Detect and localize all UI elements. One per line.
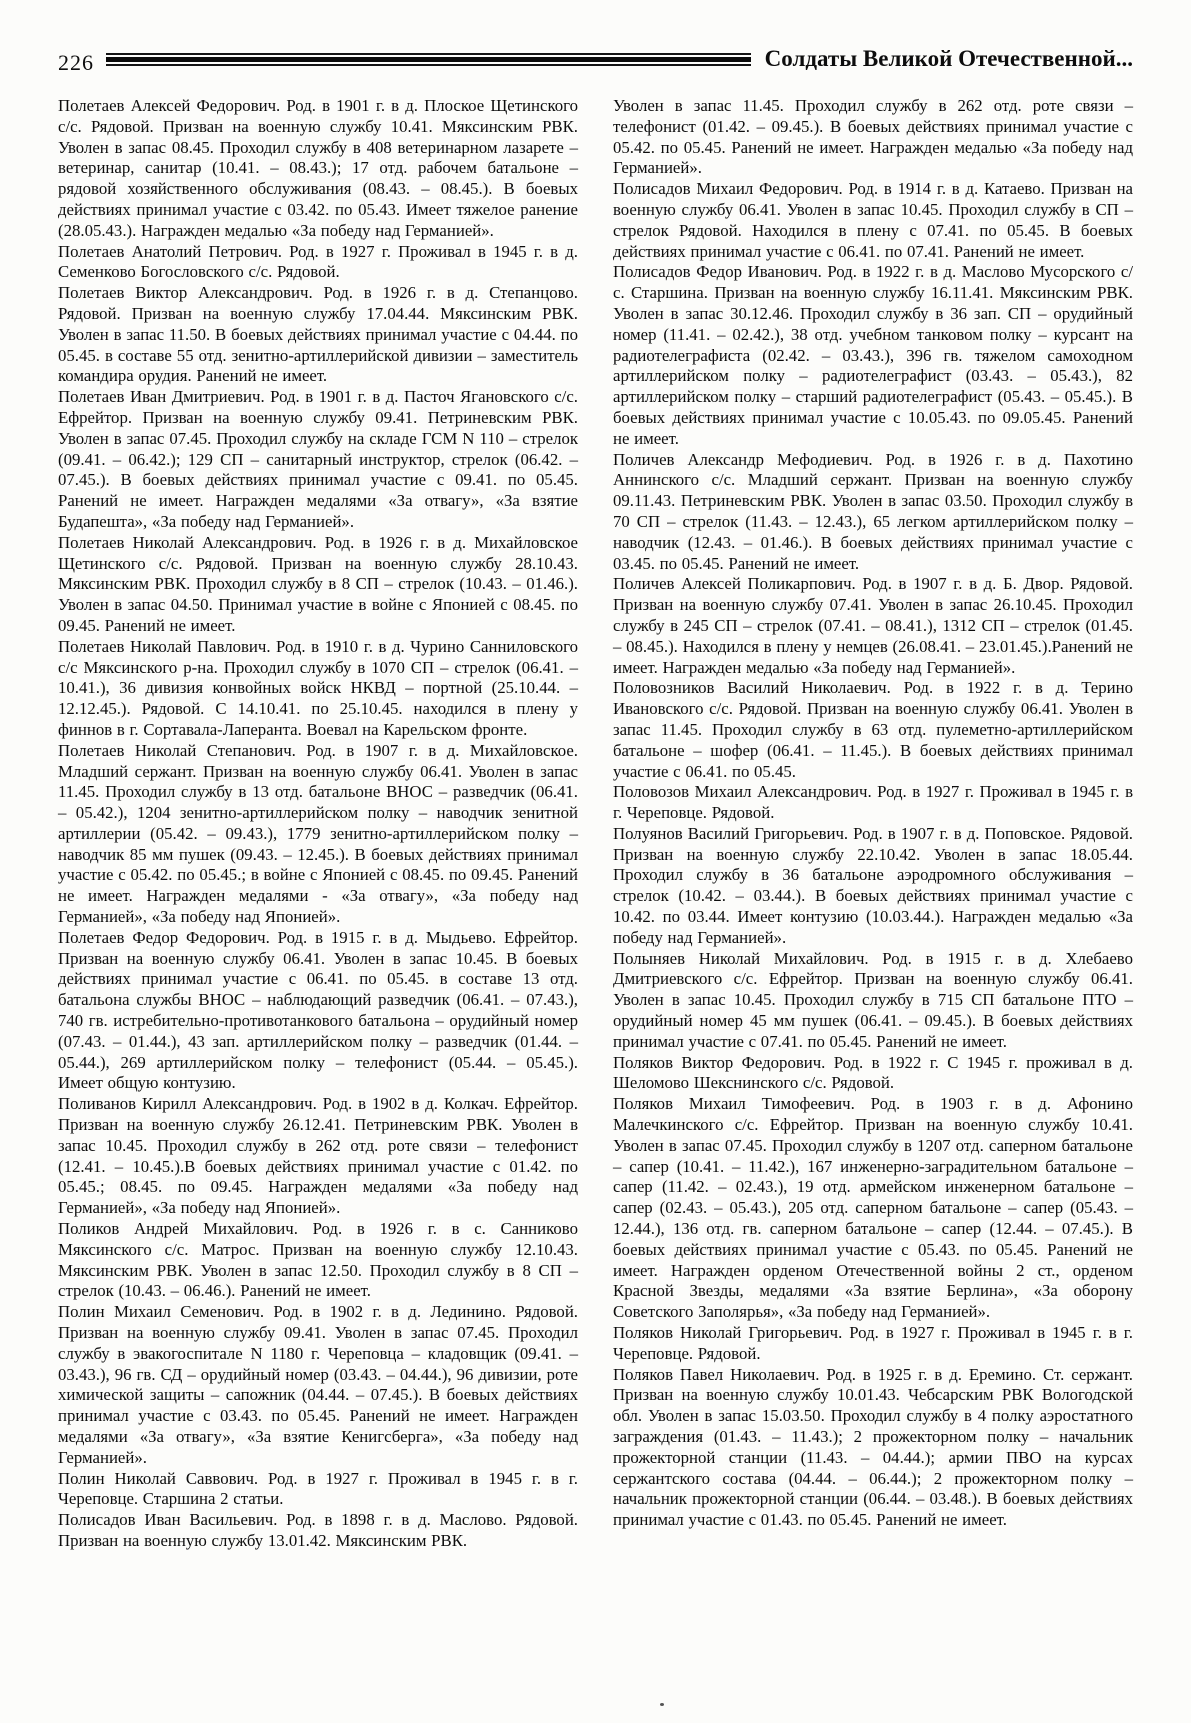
biography-entry: Поляков Павел Николаевич. Род. в 1925 г. в д. Еремино. Ст. сержант. Призван на военную службу 10.01.43. Чебсарским РВК Вологодской обл. Уволен в запас 15.03.50. Проходил службу в 4 полку аэростатного заграждения (01.43. – 11.43.); 2 прожекторном полку – начальник прожекторной станции (11.43. – 04.44.); армии ПВО на курсах сержантского состава (04.44. – 06.44.); 2 прожекторном полку – начальник прожекторной станции (06.44. – 03.48.). В боевых действиях принимал участие с 01.43. по 05.45. Ранений не имеет. (613, 1364, 1133, 1530)
running-title: Солдаты Великой Отечественной... (764, 46, 1133, 71)
biography-entry: Полетаев Анатолий Петрович. Род. в 1927 г. Проживал в 1945 г. в д. Семенково Богословского с/с. Рядовой. (58, 241, 578, 282)
biography-entry: Половозов Михаил Александрович. Род. в 1927 г. Проживал в 1945 г. в г. Череповце. Рядовой. (613, 782, 1133, 823)
biography-entry: Полин Михаил Семенович. Род. в 1902 г. в д. Лединино. Рядовой. Призван на военную службу 09.41. Уволен в запас 07.45. Проходил службу в эвакогоспитале N 1180 г. Череповца – кладовщик (09.41. – 03.43.), 96 гв. СД – орудийный номер (03.43. – 04.44.), 96 дивизии, роте химической защиты – сапожник (04.44. – 07.45.). В боевых действиях принимал участие с 03.43. по 05.45. Ранений не имеет. Награжден медалями «За отвагу», «За взятие Кенигсберга», «За победу над Германией». (58, 1302, 578, 1467)
biography-entry: Поляков Николай Григорьевич. Род. в 1927 г. Проживал в 1945 г. в г. Череповце. Рядовой. (613, 1323, 1133, 1363)
biography-entry: Полисадов Федор Иванович. Род. в 1922 г. в д. Маслово Мусорского с/с. Старшина. Призван на военную службу 16.11.41. Мяксинским РВК. Уволен в запас 30.12.46. Проходил службу в 36 зап. СП – орудийный номер (11.41. – 02.42.), 38 отд. учебном танковом полку – курсант на радиотелеграфиста (02.42. – 03.43.), 396 гв. тяжелом самоходном артиллерийском полку – радиотелеграфист (03.43. – 05.43.), 82 артиллерийском полку – старший радиотелеграфист (05.43. – 05.45.). В боевых действиях принимал участие с 10.05.43. по 09.05.45. Ранений не имеет. (613, 262, 1133, 448)
biography-entry: Поликов Андрей Михайлович. Род. в 1926 г. в с. Санниково Мяксинского с/с. Матрос. Призван на военную службу 12.10.43. Мяксинским РВК. Уволен в запас 12.50. Проходил службу в 8 СП – стрелок (10.43. – 06.46.). Ранений не имеет. (58, 1219, 578, 1301)
biography-entry: Полетаев Виктор Александрович. Род. в 1926 г. в д. Степанцово. Рядовой. Призван на военную службу 17.04.44. Мяксинским РВК. Уволен в запас 11.50. В боевых действиях принимал участие с 04.44. по 05.45. в составе 55 отд. зенитно-артиллерийской дивизии – заместитель командира орудия. Ранений не имеет. (58, 283, 578, 386)
biography-entry: Поляков Виктор Федорович. Род. в 1922 г. С 1945 г. проживал в д. Шеломово Шекснинского с/с. Рядовой. (613, 1052, 1133, 1093)
scan-artifact (660, 1703, 664, 1706)
biography-entry: Поляков Михаил Тимофеевич. Род. в 1903 г. в д. Афонино Малечкинского с/с. Ефрейтор. Призван на военную службу 10.41. Уволен в запас 07.45. Проходил службу в 1207 отд. саперном батальоне – сапер (10.41. – 11.42.), 167 инженерно-заградительном батальоне – сапер (11.42. – 02.43.), 19 отд. армейском инженерном батальоне – сапер (02.43. – 05.43.), 205 отд. саперном батальоне – сапер (05.43. – 12.44.), 136 отд. гв. саперном батальоне – сапер (12.44. – 07.45.). В боевых действиях принимал участие с 05.43. по 05.45. Ранений не имеет. Награжден орденом Отечественной войны 2 ст., орденом Красной Звезды, медалями «За взятие Берлина», «За оборону Советского Заполярья», «За победу над Германией». (613, 1094, 1133, 1322)
biography-entry: Полетаев Иван Дмитриевич. Род. в 1901 г. в д. Пасточ Ягановского с/с. Ефрейтор. Призван на военную службу 09.41. Петриневским РВК. Уволен в запас 07.45. Проходил службу на складе ГСМ N 110 – стрелок (09.41. – 06.42.); 129 СП – санитарный инструктор, стрелок (06.42. – 07.45.). В боевых действиях принимал участие с 09.41. по 05.45. Ранений не имеет. Награжден медалями «За отвагу», «За взятие Будапешта», «За победу над Германией». (58, 387, 578, 531)
biography-entry: Полин Николай Саввович. Род. в 1927 г. Проживал в 1945 г. в г. Череповце. Старшина 2 статьи. (58, 1468, 578, 1509)
biography-entry: Полуянов Василий Григорьевич. Род. в 1907 г. в д. Поповское. Рядовой. Призван на военную службу 22.10.42. Уволен в запас 18.05.44. Проходил службу в 36 батальоне аэродромного обслуживания – стрелок (10.42. – 03.44.). В боевых действиях принимал участие с 10.42. по 03.44. Имеет контузию (10.03.44.). Награжден медалью «За победу над Германией». (613, 823, 1133, 947)
biography-entry: Полетаев Федор Федорович. Род. в 1915 г. в д. Мыдьево. Ефрейтор. Призван на военную службу 06.41. Уволен в запас 10.45. В боевых действиях принимал участие с 06.41. по 05.45. в составе 13 отд. батальона службы ВНОС – наблюдающий разведчик (06.41. – 07.43.), 740 гв. истребительно-противотанкового батальона – орудийный номер (07.43. – 01.44.), 43 зап. артиллерийском полку – разведчик (01.44. – 05.44.), 269 артиллерийском полку – телефонист (05.44. – 05.45.). Имеет общую контузию. (58, 927, 578, 1093)
text-columns (58, 96, 1133, 1552)
biography-entry: Полисадов Иван Васильевич. Род. в 1898 г. в д. Маслово. Рядовой. Призван на военную службу 13.01.42. Мяксинским РВК. (58, 1510, 578, 1550)
left-column (58, 96, 578, 1552)
biography-entry: Полетаев Николай Павлович. Род. в 1910 г. в д. Чурино Санниловского с/с Мяксинского р-на. Проходил службу в 1070 СП – стрелок (06.41. – 10.41.), 36 дивизия конвойных войск НКВД – портной (25.10.44. – 12.12.45.). Рядовой. С 14.10.41. по 25.10.45. находился в плену у финнов в г. Сортавала-Лаперанта. Воевал на Карельском фронте. (58, 636, 578, 739)
biography-entry: Полетаев Алексей Федорович. Род. в 1901 г. в д. Плоское Щетинского с/с. Рядовой. Призван на военную службу 10.41. Мяксинским РВК. Уволен в запас 08.45. Проходил службу в 408 ветеринарном лазарете – ветеринар, санитар (10.41. – 08.43.); 17 отд. рабочем батальоне – рядовой хозяйственного обслуживания (08.43. – 08.45.). В боевых действиях принимал участие с 03.42. по 05.43. Имеет тяжелое ранение (28.05.43.). Награжден медалью «За победу над Германией». (58, 96, 578, 240)
page-number: 226 (58, 50, 94, 75)
page-header (58, 40, 1133, 78)
right-column (613, 96, 1133, 1552)
header-rule (106, 53, 751, 66)
biography-entry: Полисадов Михаил Федорович. Род. в 1914 г. в д. Катаево. Призван на военную службу 06.41. Уволен в запас 10.45. Проходил службу в СП – стрелок Рядовой. Находился в плену с 07.41. по 05.45. В боевых действиях принимал участие с 06.41. по 07.41. Ранений не имеет. (613, 179, 1133, 261)
biography-entry: Поливанов Кирилл Александрович. Род. в 1902 в д. Колкач. Ефрейтор. Призван на военную службу 26.12.41. Петриневским РВК. Уволен в запас 10.45. Проходил службу в 262 отд. роте связи – телефонист (12.41. – 10.45.).В боевых действиях принимал участие с 01.42. по 05.45.; 08.45. по 09.45. Награжден медалями «За победу над Германией», «За победу над Японией». (58, 1094, 578, 1218)
biography-entry: Поличев Александр Мефодиевич. Род. в 1926 г. в д. Пахотино Аннинского с/с. Младший сержант. Призван на военную службу 09.11.43. Петриневским РВК. Уволен в запас 03.50. Проходил службу в 70 СП – стрелок (11.43. – 12.43.), 65 легком артиллерийском полку – наводчик (12.43. – 01.46.). В боевых действиях принимал участие с 03.45. по 05.45. Ранений не имеет. (613, 449, 1133, 573)
biography-entry: Половозников Василий Николаевич. Род. в 1922 г. в д. Терино Ивановского с/с. Рядовой. Призван на военную службу 06.41. Уволен в запас 11.45. Проходил службу в 63 отд. пулеметно-артиллерийском батальоне – шофер (06.41. – 11.45.). В боевых действиях принимал участие с 06.41. по 05.45. (613, 678, 1133, 781)
biography-entry: Уволен в запас 11.45. Проходил службу в 262 отд. роте связи – телефонист (01.42. – 09.45.). В боевых действиях принимал участие с 05.42. по 05.45. Ранений не имеет. Награжден медалью «За победу над Германией». (613, 96, 1133, 178)
biography-entry: Полыняев Николай Михайлович. Род. в 1915 г. в д. Хлебаево Дмитриевского с/с. Ефрейтор. Призван на военную службу 06.41. Уволен в запас 10.45. Проходил службу в 715 СП батальоне ПТО – орудийный номер 45 мм пушек (06.41. – 09.45.). В боевых действиях принимал участие с 07.41. по 05.45. Ранений не имеет. (613, 948, 1133, 1051)
biography-entry: Полетаев Николай Степанович. Род. в 1907 г. в д. Михайловское. Младший сержант. Призван на военную службу 06.41. Уволен в запас 11.45. Проходил службу в 13 отд. батальоне ВНОС – разведчик (06.41. – 05.42.), 1204 зенитно-артиллерийском полку – наводчик зенитной артиллерии (05.42. – 09.43.), 1779 зенитно-артиллерийском полку – наводчик 85 мм пушек (09.43. – 12.45.). В боевых действиях принимал участие с 05.42. по 05.45.; в войне с Японией с 08.45. по 09.45. Ранений не имеет. Награжден медалями - «За отвагу», «За победу над Германией», «За победу над Японией». (58, 740, 578, 927)
biography-entry: Полетаев Николай Александрович. Род. в 1926 г. в д. Михайловское Щетинского с/с. Рядовой. Призван на военную службу 28.10.43. Мяксинским РВК. Проходил службу в 8 СП – стрелок (10.43. – 01.46.). Уволен в запас 04.50. Принимал участие в войне с Японией с 08.45. по 09.45. Ранений не имеет. (58, 532, 578, 635)
biography-entry: Поличев Алексей Поликарпович. Род. в 1907 г. в д. Б. Двор. Рядовой. Призван на военную службу 07.41. Уволен в запас 26.10.45. Проходил службу в 245 СП – стрелок (07.41. – 08.41.), 1312 СП – стрелок (01.45. – 08.45.). Находился в плену у немцев (26.08.41. – 23.01.45.).Ранений не имеет. Награжден медалью «За победу над Германией». (613, 574, 1133, 677)
